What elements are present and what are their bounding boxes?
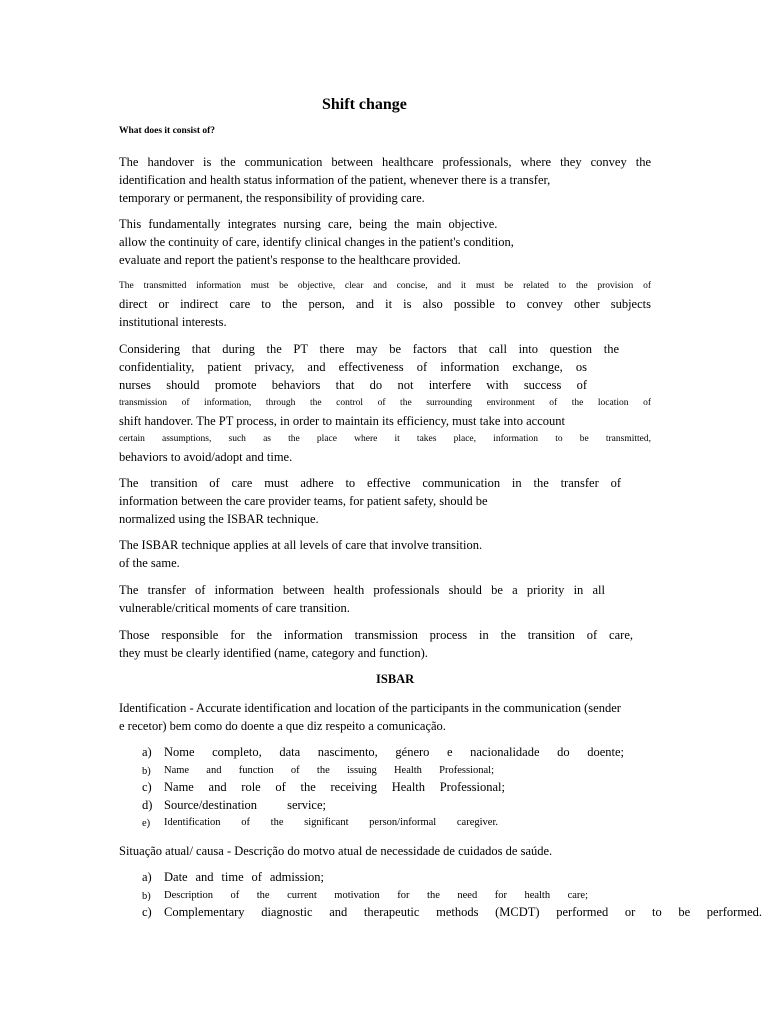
text-line: Those responsible for the information transmission process in the transition of care,	[119, 628, 633, 642]
text-line: of the same.	[119, 556, 180, 570]
paragraph-handover-definition	[119, 153, 651, 207]
text-line: Identification - Accurate identification and location of the participants in the communication (sender	[119, 701, 621, 715]
text-line: e recetor) bem como do doente a que diz respeito a comunicação.	[119, 719, 446, 733]
paragraph-transition-of-care	[119, 474, 621, 528]
situation-list	[142, 869, 762, 922]
text-line: The transition of care must adhere to effective communication in the transfer of	[119, 476, 621, 490]
text-line: identification and health status information of the patient, whenever there is a transfer,	[119, 173, 551, 187]
text-line: certain assumptions, such as the place where it takes place, information to be transmitted,	[119, 434, 651, 444]
text-line: they must be clearly identified (name, category and function).	[119, 646, 428, 660]
paragraph-identification	[119, 699, 621, 735]
list-item: e) Identification of the significant person/informal caregiver.	[142, 817, 498, 829]
text-line: temporary or permanent, the responsibility of providing care.	[119, 191, 425, 205]
text-line: nurses should promote behaviors that do not interfere with success of	[119, 378, 587, 392]
paragraph-responsibility	[119, 626, 633, 662]
text-line: vulnerable/critical moments of care transition.	[119, 601, 350, 615]
list-item: d) Source/destination service;	[142, 797, 326, 812]
list-item: a) Nome completo, data nascimento, género e nacionalidade do doente;	[142, 745, 624, 759]
text-line: allow the continuity of care, identify clinical changes in the patient's condition,	[119, 235, 514, 249]
paragraph-objective	[119, 215, 514, 269]
text-line: institutional interests.	[119, 315, 227, 329]
text-line: The transfer of information between health professionals should be a priority in all	[119, 583, 605, 597]
text-line: evaluate and report the patient's response to the healthcare provided.	[119, 253, 461, 267]
text-line: information between the care provider teams, for patient safety, should be	[119, 494, 488, 508]
text-line: confidentiality, patient privacy, and effectiveness of information exchange, os	[119, 360, 587, 374]
list-item: b) Description of the current motivation for the need for health care;	[142, 889, 588, 902]
list-item: c) Name and role of the receiving Health Professional;	[142, 780, 505, 794]
section-subtitle: What does it consist of?	[119, 126, 216, 136]
text-line: normalized using the ISBAR technique.	[119, 512, 319, 526]
text-line: Considering that during the PT there may be factors that call into question the	[119, 342, 619, 356]
paragraph-isbar-levels	[119, 536, 482, 572]
text-line: This fundamentally integrates nursing care, being the main objective.	[119, 217, 498, 231]
text-line: direct or indirect care to the person, and it is also possible to convey other subjects	[119, 297, 651, 311]
paragraph-information-quality	[119, 277, 651, 331]
text-line: transmission of information, through the control of the surrounding environment of the location of	[119, 398, 651, 408]
page-title: Shift change	[322, 96, 407, 113]
paragraph-confidentiality	[119, 340, 651, 466]
text-line: The ISBAR technique applies at all levels of care that involve transition.	[119, 538, 483, 552]
list-item: c) Complementary diagnostic and therapeutic methods (MCDT) performed or to be performed.	[142, 905, 762, 919]
text-line: Situação atual/ causa - Descrição do motvo atual de necessidade de cuidados de saúde.	[119, 844, 553, 858]
paragraph-priority	[119, 581, 605, 617]
text-line: shift handover. The PT process, in order to maintain its efficiency, must take into account	[119, 414, 565, 428]
isbar-heading: ISBAR	[376, 672, 415, 686]
list-item: b) Name and function of the issuing Health Professional;	[142, 764, 494, 777]
identification-list	[142, 744, 624, 832]
text-line: The transmitted information must be objective, clear and concise, and it must be related to the provision of	[119, 281, 651, 291]
paragraph-situation	[119, 842, 552, 860]
list-item: a) Date and time of admission;	[142, 870, 324, 884]
text-line: behaviors to avoid/adopt and time.	[119, 450, 293, 464]
text-line: The handover is the communication between healthcare professionals, where they convey the	[119, 155, 651, 169]
